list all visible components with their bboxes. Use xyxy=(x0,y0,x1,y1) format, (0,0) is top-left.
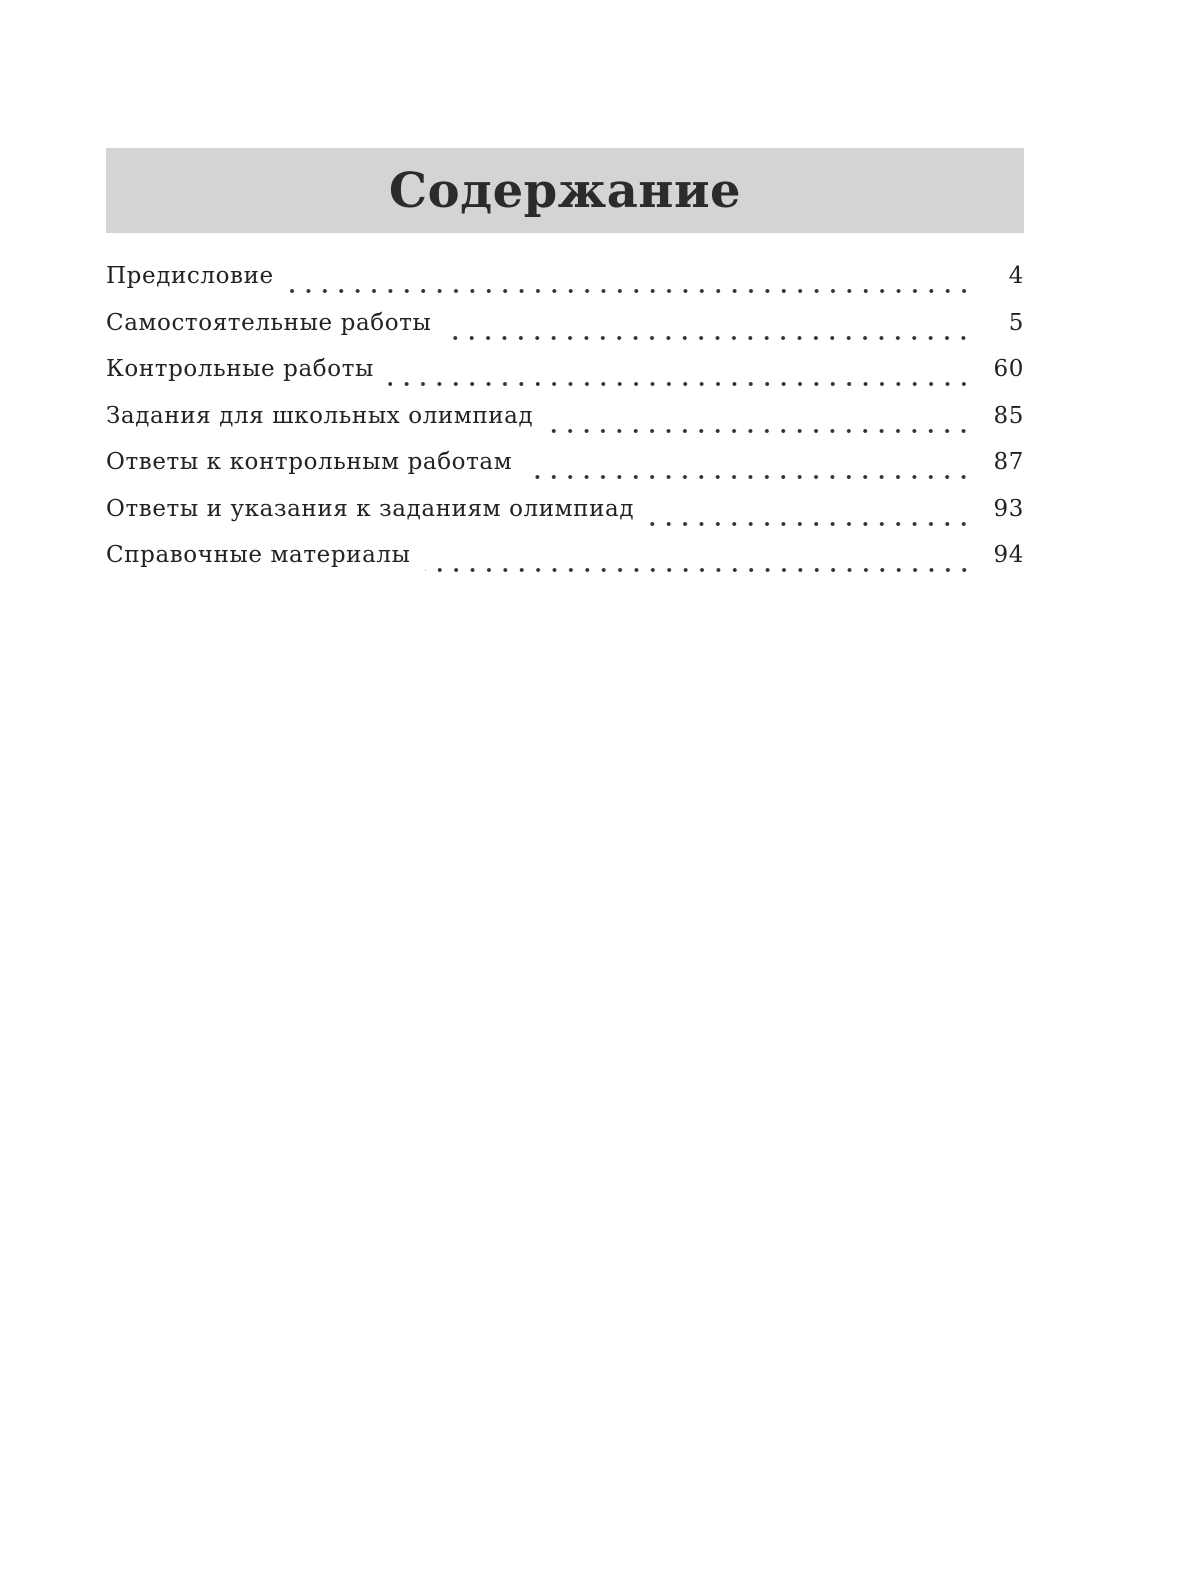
toc-page-number: 60 xyxy=(993,356,1024,382)
toc-entry-label: Самостоятельные работы xyxy=(106,309,432,336)
toc-entry-label: Ответы и указания к заданиям олимпиад xyxy=(106,495,635,522)
page-title: Содержание xyxy=(388,162,742,219)
toc-dot-leader xyxy=(526,474,972,480)
toc-page-number: 93 xyxy=(993,495,1024,522)
toc-entry[interactable] xyxy=(106,356,1024,403)
toc-page-number: 87 xyxy=(993,449,1024,475)
toc-entry[interactable] xyxy=(106,310,1024,357)
toc-entry-label: Ответы к контрольным работам xyxy=(106,449,513,475)
toc-entry[interactable] xyxy=(106,542,1024,589)
toc-page-number: 4 xyxy=(1008,263,1024,289)
toc-entry[interactable] xyxy=(106,496,1024,543)
toc-dot-leader xyxy=(445,335,972,341)
toc-entry-label: Контрольные работы xyxy=(106,356,374,382)
toc-dot-leader xyxy=(288,288,972,294)
toc-dot-leader xyxy=(547,428,972,434)
toc-entry[interactable] xyxy=(106,403,1024,450)
toc-entry-label: Предисловие xyxy=(106,263,274,289)
toc-entry-label: Задания для школьных олимпиад xyxy=(106,402,534,429)
toc-dot-leader xyxy=(648,521,972,527)
toc-dot-leader xyxy=(425,567,972,573)
toc-page-number: 85 xyxy=(993,402,1024,429)
toc-page-number: 94 xyxy=(993,542,1024,568)
table-of-contents xyxy=(106,263,1024,589)
toc-entry-label: Справочные материалы xyxy=(106,542,411,568)
toc-dot-leader xyxy=(388,381,972,387)
toc-entry[interactable] xyxy=(106,449,1024,496)
toc-entry[interactable] xyxy=(106,263,1024,310)
toc-page-number: 5 xyxy=(1008,309,1024,336)
title-band xyxy=(106,148,1024,233)
